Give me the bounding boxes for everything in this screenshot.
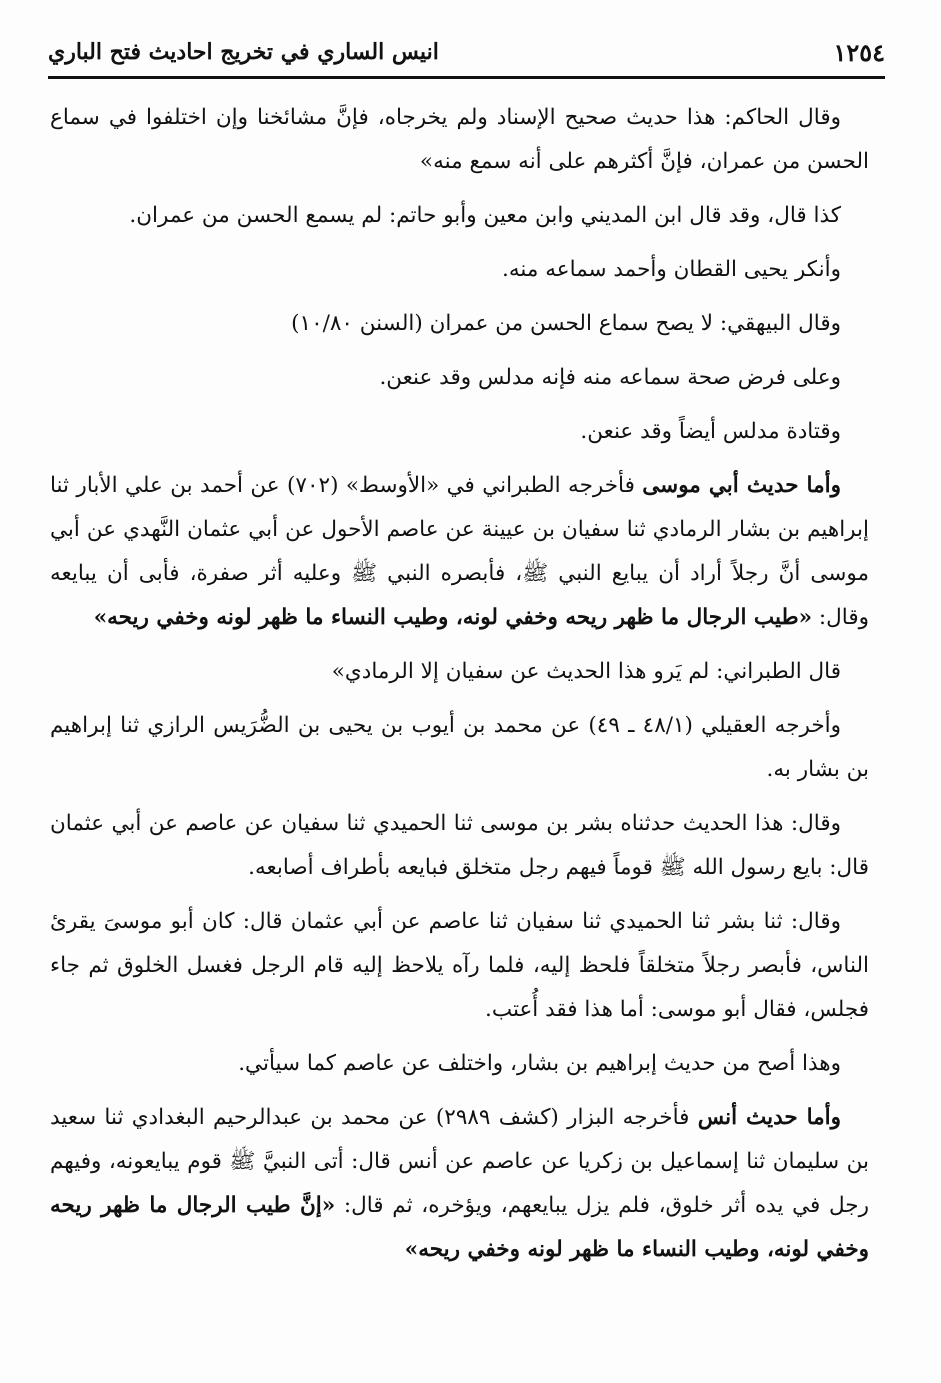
paragraph xyxy=(50,900,869,1032)
text-segment: وقال الحاكم: هذا حديث صحيح الإسناد ولم يخرجاه، فإنَّ مشائخنا وإن اختلفوا في سماع الحسن من عمران، فإنَّ أكثرهم على أنه سمع منه» xyxy=(50,105,869,174)
paragraph xyxy=(50,194,869,238)
paragraph xyxy=(50,802,869,890)
text-segment: فأخرجه الطبراني في «الأوسط» (٧٠٢) عن أحمد بن علي الأبار ثنا إبراهيم بن بشار الرمادي ثنا سفيان بن عيينة عن عاصم الأحول عن أبي عثمان النَّهدي عن أبي موسى أنَّ رجلاً أراد أن يبايع النبي ﷺ، فأبصره النبي ﷺ وعليه أثر صفرة، فأبى أن يبايعه وقال: xyxy=(50,473,869,630)
paragraph xyxy=(50,650,869,694)
text-segment: وقال: هذا الحديث حدثناه بشر بن موسى ثنا الحميدي ثنا سفيان عن عاصم عن أبي عثمان قال: بايع رسول الله ﷺ قوماً فيهم رجل متخلق فبايعه بأطراف أصابعه. xyxy=(50,811,869,880)
paragraph xyxy=(50,1042,869,1086)
text-segment: وقال البيهقي: لا يصح سماع الحسن من عمران (السنن ١٠/٨٠) xyxy=(291,311,841,336)
bold-segment: «إنَّ طيب الرجال ما ظهر ريحه وخفي لونه، وطيب النساء ما ظهر لونه وخفي ريحه» xyxy=(50,1193,869,1262)
text-segment: قال الطبراني: لم يَرو هذا الحديث عن سفيان إلا الرمادي» xyxy=(331,659,841,684)
text-segment: وأخرجه العقيلي (٤٨/١ ـ ٤٩) عن محمد بن أيوب بن يحيى بن الضُّرَيس الرازي ثنا إبراهيم بن بشار به. xyxy=(50,713,869,782)
page-number: ١٢٥٤ xyxy=(833,37,885,67)
text-segment: كذا قال، وقد قال ابن المديني وابن معين وأبو حاتم: لم يسمع الحسن من عمران. xyxy=(129,203,841,228)
bold-segment: «طيب الرجال ما ظهر ريحه وخفي لونه، وطيب النساء ما ظهر لونه وخفي ريحه» xyxy=(93,605,813,630)
header-title: انيس الساري في تخريج احاديث فتح الباري xyxy=(48,39,439,65)
text-segment: وهذا أصح من حديث إبراهيم بن بشار، واختلف عن عاصم كما سيأتي. xyxy=(238,1051,841,1076)
running-header xyxy=(48,34,885,70)
header-rule xyxy=(48,76,885,79)
bold-segment: وأما حديث أبي موسى xyxy=(642,473,841,498)
paragraph xyxy=(50,1096,869,1272)
text-segment: وقتادة مدلس أيضاً وقد عنعن. xyxy=(580,419,841,444)
paragraph xyxy=(50,302,869,346)
bold-segment: وأما حديث أنس xyxy=(697,1105,842,1130)
paragraph xyxy=(50,248,869,292)
paragraph xyxy=(50,704,869,792)
paragraph xyxy=(50,96,869,184)
paragraph xyxy=(50,410,869,454)
text-segment: وأنكر يحيى القطان وأحمد سماعه منه. xyxy=(502,257,841,282)
page-body xyxy=(50,96,869,1282)
paragraph xyxy=(50,356,869,400)
text-segment: فأخرجه البزار (كشف ٢٩٨٩) عن محمد بن عبدالرحيم البغدادي ثنا سعيد بن سليمان ثنا إسماعيل بن زكريا عن عاصم عن أنس قال: أتى النبيَّ ﷺ قوم يبايعونه، وفيهم رجل في يده أثر خلوق، فلم يزل يبايعهم، ويؤخره، ثم قال: xyxy=(50,1105,869,1218)
paragraph xyxy=(50,464,869,640)
text-segment: وقال: ثنا بشر ثنا الحميدي ثنا سفيان ثنا عاصم عن أبي عثمان قال: كان أبو موسىَ يقرئ الناس، فأبصر رجلاً متخلقاً فلحظ إليه، فلما رآه يلاحظ إليه قام الرجل فغسل الخلوق ثم جاء فجلس، فقال أبو موسى: أما هذا فقد أُعتب. xyxy=(50,909,869,1022)
text-segment: وعلى فرض صحة سماعه منه فإنه مدلس وقد عنعن. xyxy=(379,365,841,390)
